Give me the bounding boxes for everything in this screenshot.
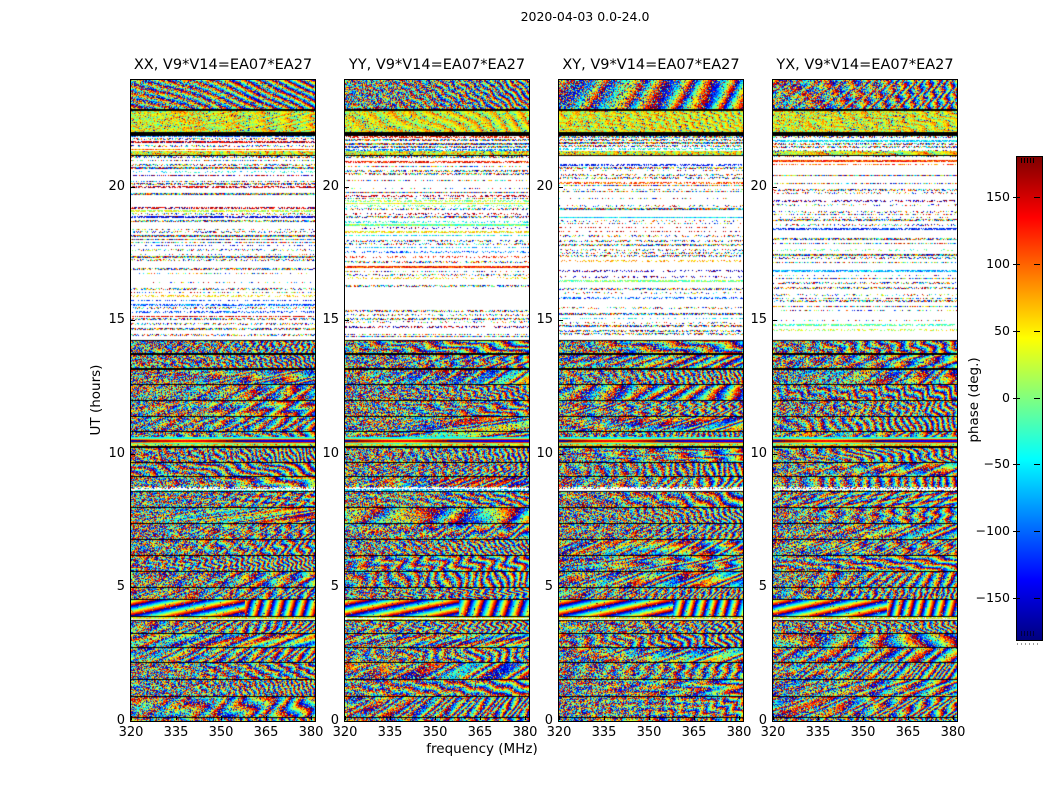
y-tick-label: 15: [536, 312, 553, 328]
y-tick-label: 0: [758, 713, 767, 728]
y-tick-label: 0: [544, 713, 553, 728]
colorbar-tick-label: 0: [1002, 389, 1010, 405]
x-tick-label: 380: [512, 725, 538, 740]
y-tick-label: 0: [116, 713, 125, 728]
y-tick-mark: [773, 587, 777, 588]
x-tick-label: 380: [298, 725, 324, 740]
colorbar-tick-mark: [1013, 398, 1020, 399]
x-tick-label: 320: [118, 725, 144, 740]
colorbar-edge-dots: [1017, 643, 1040, 645]
colorbar-tick-label: −150: [975, 589, 1010, 605]
y-tick-label: 20: [536, 178, 553, 194]
y-tick-label: 5: [758, 579, 767, 595]
y-tick-mark: [773, 187, 777, 188]
y-tick-mark: [345, 454, 349, 455]
x-tick-mark: [559, 716, 560, 720]
x-tick-label: 350: [850, 725, 876, 740]
x-tick-mark: [908, 716, 909, 720]
y-tick-mark: [345, 721, 349, 722]
y-tick-label: 20: [750, 178, 767, 194]
colorbar-tick-label: 150: [986, 189, 1010, 205]
x-tick-label: 365: [253, 725, 279, 740]
x-tick-mark: [221, 716, 222, 720]
y-axis-label: UT (hours): [88, 364, 104, 436]
panel-title: XX, V9*V14=EA07*EA27: [133, 57, 313, 73]
x-tick-mark: [773, 716, 774, 720]
x-tick-label: 365: [681, 725, 707, 740]
heatmap-canvas: [559, 80, 743, 721]
colorbar-tick-label: −50: [983, 456, 1010, 472]
y-tick-label: 10: [108, 445, 125, 461]
y-tick-mark: [559, 320, 563, 321]
x-tick-label: 320: [760, 725, 786, 740]
colorbar-tick-mark: [1013, 264, 1020, 265]
x-tick-label: 365: [467, 725, 493, 740]
y-tick-mark: [131, 454, 135, 455]
x-tick-label: 335: [591, 725, 617, 740]
colorbar-tick-mark: [1013, 531, 1020, 532]
x-tick-mark: [176, 716, 177, 720]
y-tick-mark: [559, 187, 563, 188]
x-tick-mark: [649, 716, 650, 720]
colorbar-tick-mark: [1034, 398, 1040, 399]
x-tick-mark: [818, 716, 819, 720]
y-tick-mark: [773, 721, 777, 722]
y-tick-label: 0: [330, 713, 339, 728]
y-tick-mark: [345, 320, 349, 321]
y-tick-label: 15: [750, 312, 767, 328]
y-tick-mark: [131, 587, 135, 588]
x-tick-label: 335: [377, 725, 403, 740]
x-tick-label: 350: [208, 725, 234, 740]
x-tick-mark: [345, 716, 346, 720]
x-tick-mark: [131, 716, 132, 720]
colorbar-tick-mark: [1034, 464, 1040, 465]
panel-frame: [772, 79, 958, 722]
x-tick-mark: [604, 716, 605, 720]
colorbar-tick-mark: [1013, 331, 1020, 332]
heatmap-canvas: [345, 80, 529, 721]
colorbar-tick-mark: [1013, 464, 1020, 465]
heatmap-canvas: [773, 80, 957, 721]
y-tick-mark: [559, 587, 563, 588]
y-tick-mark: [559, 721, 563, 722]
y-tick-label: 5: [116, 579, 125, 595]
colorbar-tick-label: 50: [994, 322, 1010, 338]
panel-frame: [344, 79, 530, 722]
y-tick-label: 10: [536, 445, 553, 461]
x-tick-label: 365: [895, 725, 921, 740]
x-tick-mark: [390, 716, 391, 720]
x-tick-mark: [694, 716, 695, 720]
colorbar-tick-mark: [1034, 598, 1040, 599]
y-tick-label: 15: [322, 312, 339, 328]
figure-title: 2020-04-03 0.0-24.0: [520, 9, 650, 24]
panel-title: XY, V9*V14=EA07*EA27: [562, 57, 740, 73]
x-tick-label: 350: [636, 725, 662, 740]
colorbar-label: phase (deg.): [966, 357, 982, 443]
y-tick-mark: [773, 454, 777, 455]
x-tick-mark: [480, 716, 481, 720]
colorbar-tick-mark: [1034, 531, 1040, 532]
colorbar-top-ticks: [1021, 158, 1036, 163]
x-tick-label: 380: [940, 725, 966, 740]
y-tick-label: 10: [750, 445, 767, 461]
x-tick-mark: [863, 716, 864, 720]
y-tick-mark: [773, 320, 777, 321]
y-tick-mark: [559, 454, 563, 455]
panel-title: YX, V9*V14=EA07*EA27: [776, 57, 954, 73]
x-tick-label: 335: [805, 725, 831, 740]
colorbar-bottom-ticks: [1021, 631, 1036, 636]
colorbar-tick-mark: [1013, 598, 1020, 599]
y-tick-mark: [345, 187, 349, 188]
colorbar-tick-mark: [1013, 197, 1020, 198]
x-tick-mark: [435, 716, 436, 720]
y-tick-label: 15: [108, 312, 125, 328]
y-tick-label: 20: [322, 178, 339, 194]
y-tick-mark: [345, 587, 349, 588]
x-tick-label: 320: [332, 725, 358, 740]
y-tick-label: 5: [544, 579, 553, 595]
panel-frame: [558, 79, 744, 722]
x-axis-label: frequency (MHz): [426, 741, 538, 757]
x-tick-label: 335: [163, 725, 189, 740]
colorbar-tick-mark: [1034, 331, 1040, 332]
heatmap-canvas: [131, 80, 315, 721]
y-tick-label: 20: [108, 178, 125, 194]
x-tick-mark: [266, 716, 267, 720]
y-tick-label: 5: [330, 579, 339, 595]
y-tick-label: 10: [322, 445, 339, 461]
x-tick-mark: [953, 716, 954, 720]
colorbar-tick-mark: [1034, 264, 1040, 265]
x-tick-label: 320: [546, 725, 572, 740]
y-tick-mark: [131, 320, 135, 321]
colorbar-tick-label: −100: [975, 523, 1010, 539]
colorbar-tick-mark: [1034, 197, 1040, 198]
y-tick-mark: [131, 187, 135, 188]
x-tick-label: 350: [422, 725, 448, 740]
panel-title: YY, V9*V14=EA07*EA27: [348, 57, 526, 73]
panel-frame: [130, 79, 316, 722]
x-tick-label: 380: [726, 725, 752, 740]
y-tick-mark: [131, 721, 135, 722]
colorbar-tick-label: 100: [986, 255, 1010, 271]
